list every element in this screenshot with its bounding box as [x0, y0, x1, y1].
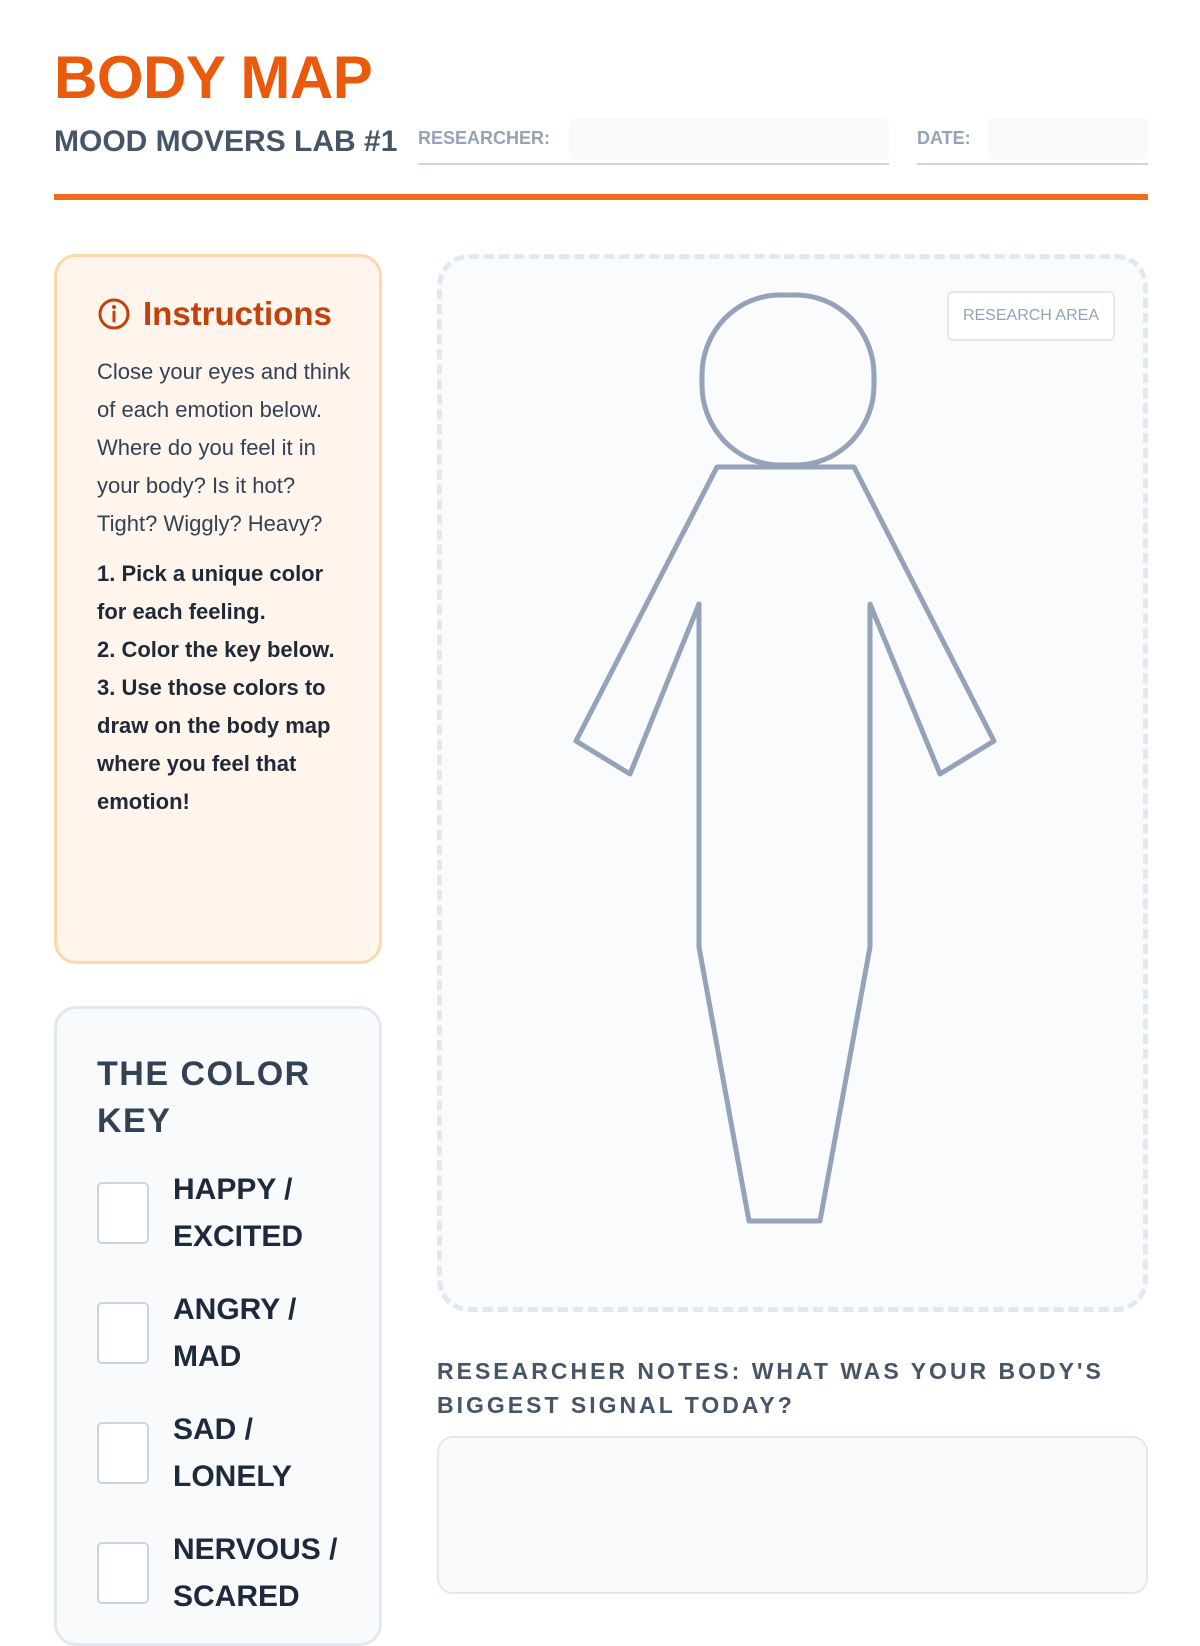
color-key-card [54, 1006, 382, 1646]
date-field[interactable] [988, 118, 1148, 160]
key-label: SAD / LONELY [173, 1413, 292, 1493]
header-divider [54, 194, 1148, 200]
color-key-title: THE COLOR KEY [97, 1055, 311, 1140]
page-subtitle: MOOD MOVERS LAB #1 [54, 125, 398, 158]
researcher-underline [418, 163, 889, 165]
instruction-step: 2. Color the key below. [97, 637, 335, 662]
key-row-angry [97, 1285, 355, 1381]
instruction-step: 3. Use those colors to draw on the body map where you feel that emotion! [97, 675, 331, 814]
color-swatch-box[interactable] [97, 1302, 149, 1364]
instructions-card [54, 254, 382, 964]
instructions-title: Instructions [143, 295, 332, 332]
date-label: DATE: [917, 128, 971, 148]
date-underline [917, 163, 1148, 165]
instructions-steps [97, 555, 355, 821]
research-area[interactable] [437, 254, 1148, 1312]
instructions-body: Close your eyes and think of each emotion below. Where do you feel it in your body? Is it hot? Tight? Wiggly? Heavy? [97, 359, 351, 536]
body-outline [442, 259, 1143, 1307]
researcher-field[interactable] [569, 118, 889, 160]
instruction-step: 1. Pick a unique color for each feeling. [97, 561, 324, 624]
color-swatch-box[interactable] [97, 1182, 149, 1244]
notes-textarea[interactable] [437, 1436, 1148, 1594]
color-swatch-box[interactable] [97, 1542, 149, 1604]
research-area-tag: RESEARCH AREA [947, 291, 1115, 341]
body-head [702, 295, 874, 465]
info-icon [97, 297, 131, 331]
key-label: ANGRY / MAD [173, 1293, 297, 1373]
key-label: NERVOUS / SCARED [173, 1533, 338, 1613]
page-title: BODY MAP [54, 44, 373, 111]
instructions-header [97, 295, 355, 333]
color-swatch-box[interactable] [97, 1422, 149, 1484]
key-row-nervous [97, 1525, 355, 1621]
key-row-sad [97, 1405, 355, 1501]
notes-label: RESEARCHER NOTES: WHAT WAS YOUR BODY'S BIGGEST SIGNAL TODAY? [437, 1358, 1104, 1418]
body-torso-and-limbs [576, 467, 994, 1221]
researcher-label: RESEARCHER: [418, 128, 551, 148]
key-row-happy [97, 1165, 355, 1261]
key-label: HAPPY / EXCITED [173, 1173, 304, 1253]
